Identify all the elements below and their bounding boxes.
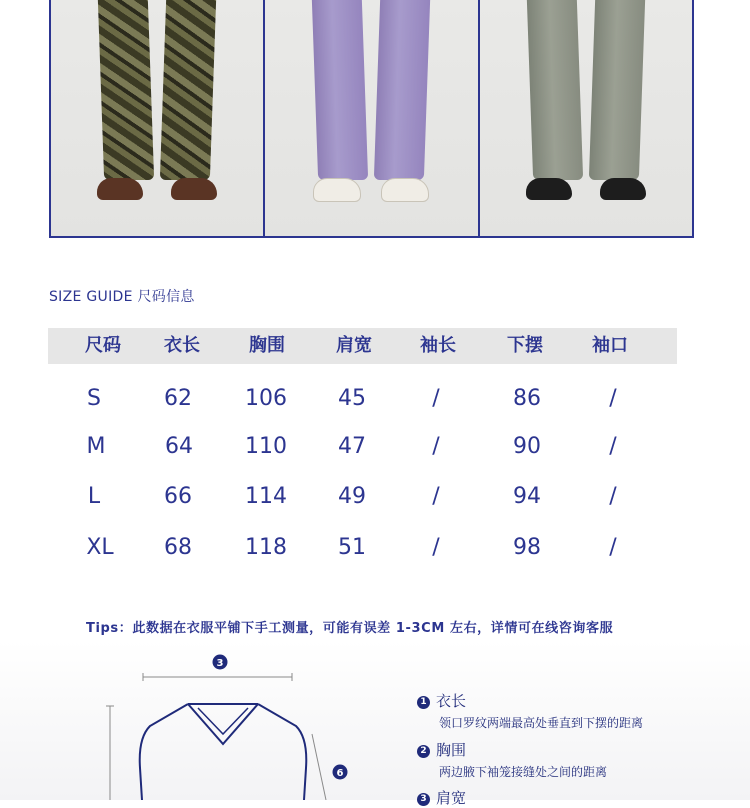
- cell-shoulder: 45: [338, 386, 366, 411]
- header-cuff: 袖口: [592, 335, 628, 356]
- cell-size: S: [87, 386, 101, 411]
- cell-chest: 114: [245, 484, 287, 509]
- header-sleeve: 袖长: [420, 335, 456, 356]
- cell-length: 64: [165, 434, 193, 459]
- size-table: [48, 328, 677, 560]
- marker-3-label: 3: [216, 658, 224, 669]
- table-row: [48, 484, 677, 524]
- table-row: [48, 434, 677, 474]
- vest-measurement-diagram: [90, 648, 370, 800]
- cell-hem: 98: [513, 535, 541, 560]
- measurement-tips: Tips：此数据在衣服平铺下手工测量，可能有误差 1-3CM 左右，详情可在线咨询客服: [86, 621, 614, 636]
- cell-size: L: [87, 484, 101, 509]
- number-badge-icon: 1: [417, 696, 430, 709]
- cell-length: 66: [164, 484, 192, 509]
- legend-item: [417, 690, 643, 731]
- cell-cuff: /: [609, 434, 617, 459]
- number-badge-icon: 3: [417, 793, 430, 806]
- header-size: 尺码: [85, 335, 121, 356]
- product-photo-strip: [49, 0, 694, 238]
- header-chest: 胸围: [249, 335, 285, 356]
- header-length: 衣长: [164, 335, 200, 356]
- legend-description: 领口罗纹两端最高处垂直到下摆的距离: [439, 716, 644, 730]
- legend-item: [417, 787, 466, 808]
- table-row: [48, 386, 677, 426]
- cell-cuff: /: [609, 535, 617, 560]
- legend-name: 衣长: [436, 692, 467, 710]
- grey-pants-image: [530, 0, 642, 180]
- cell-sleeve: /: [432, 484, 440, 509]
- cell-size: M: [86, 434, 106, 459]
- legend-name: 肩宽: [436, 789, 467, 807]
- legend-description: 两边腋下袖笼接缝处之间的距离: [439, 765, 608, 779]
- cell-shoulder: 51: [338, 535, 366, 560]
- cell-hem: 94: [513, 484, 541, 509]
- product-photo-grey-pants: [478, 0, 692, 236]
- cell-chest: 110: [245, 434, 287, 459]
- cell-length: 68: [164, 535, 192, 560]
- cell-chest: 118: [245, 535, 287, 560]
- cell-chest: 106: [245, 386, 287, 411]
- cell-cuff: /: [609, 386, 617, 411]
- product-photo-camo-pants: [51, 0, 263, 236]
- size-guide-title: SIZE GUIDE 尺码信息: [49, 289, 195, 305]
- cell-sleeve: /: [432, 434, 440, 459]
- number-badge-icon: 2: [417, 745, 430, 758]
- size-table-header: [48, 328, 677, 364]
- cell-sleeve: /: [432, 386, 440, 411]
- cell-size: XL: [86, 535, 114, 560]
- cell-shoulder: 49: [338, 484, 366, 509]
- product-photo-purple-pants: [263, 0, 477, 236]
- camo-pants-image: [101, 0, 213, 180]
- cell-shoulder: 47: [338, 434, 366, 459]
- purple-pants-image: [315, 0, 427, 180]
- legend-name: 胸围: [436, 741, 467, 759]
- cell-cuff: /: [609, 484, 617, 509]
- header-hem: 下摆: [507, 335, 543, 356]
- header-shoulder: 肩宽: [336, 335, 372, 356]
- table-row: [48, 535, 677, 575]
- cell-hem: 90: [513, 434, 541, 459]
- cell-length: 62: [164, 386, 192, 411]
- cell-hem: 86: [513, 386, 541, 411]
- legend-item: [417, 739, 607, 780]
- marker-6-label: 6: [336, 768, 344, 779]
- cell-sleeve: /: [432, 535, 440, 560]
